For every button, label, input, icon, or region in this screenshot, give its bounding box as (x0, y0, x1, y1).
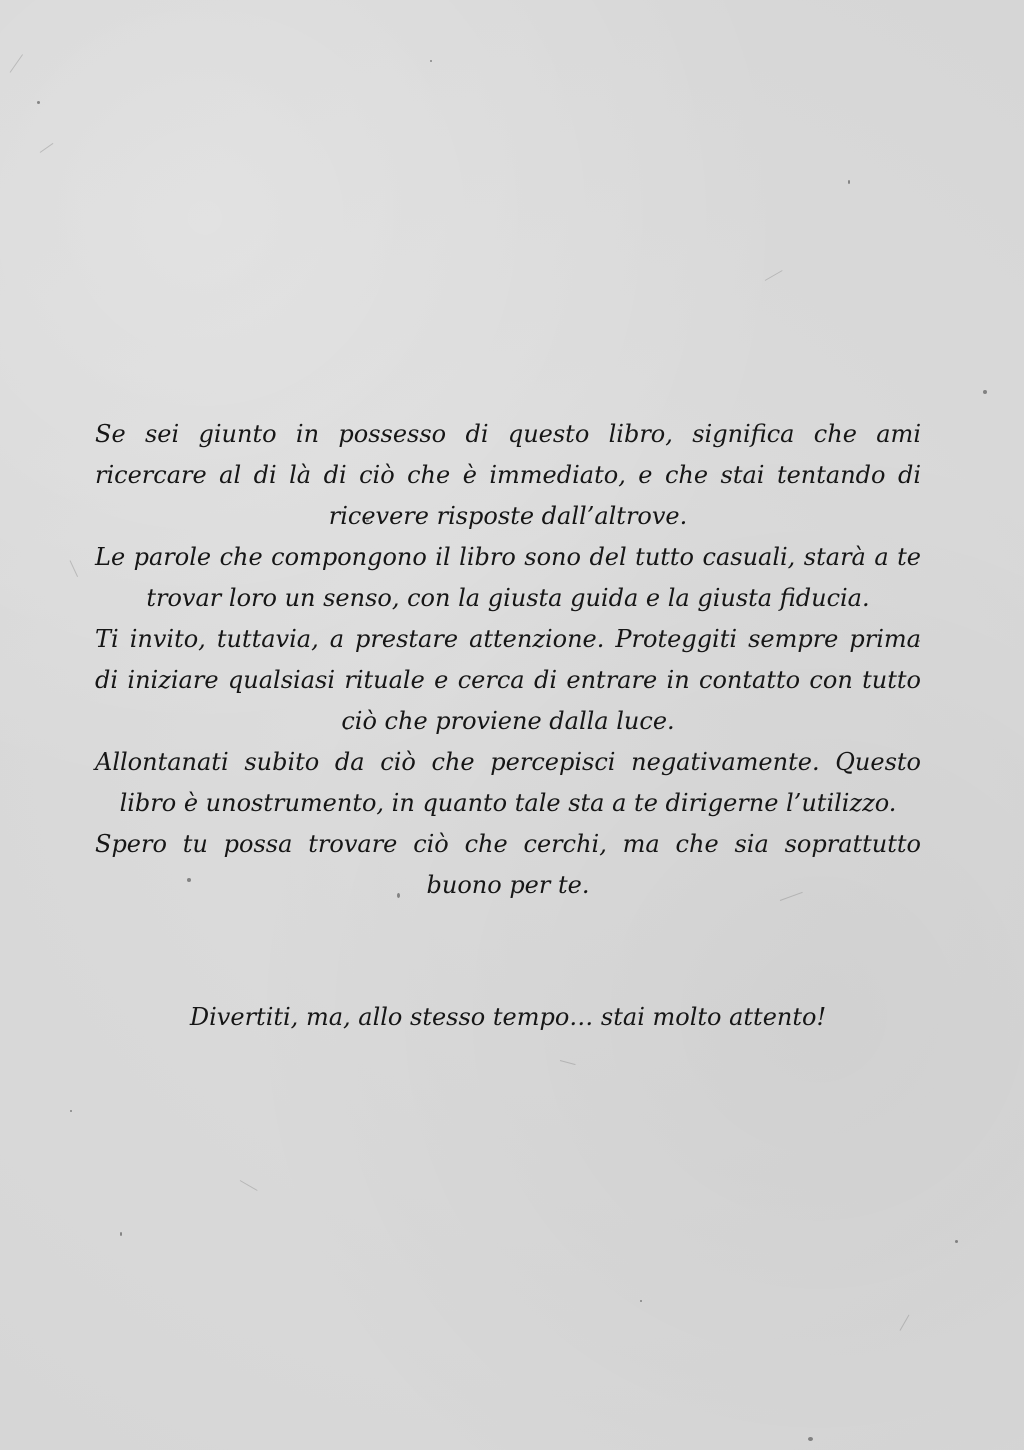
paragraph: Se sei giunto in possesso di questo libro, significa che ami ricercare al di là di ciò che è immediato, e che stai tentando di ricevere risposte dall’altrove. (95, 420, 921, 530)
paragraph: Ti invito, tuttavia, a prestare attenzione. Proteggiti sempre prima di iniziare qualsiasi rituale e cerca di entrare in contatto con tutto ciò che proviene dalla luce. (95, 625, 921, 735)
paragraph: Allontanati subito da ciò che percepisci negativamente. Questo libro è unostrumento, in quanto tale sta a te dirigerne l’utilizzo. (95, 748, 921, 817)
paper-speck (430, 60, 432, 62)
paper-speck (955, 1240, 958, 1243)
body-text (95, 414, 921, 906)
paper-speck (120, 1232, 122, 1236)
paragraph: Spero tu possa trovare ciò che cerchi, ma che sia soprattutto buono per te. (95, 830, 921, 899)
paper-speck (640, 1300, 642, 1302)
paper-fiber (40, 143, 54, 153)
paper-speck (983, 390, 987, 394)
paper-speck (808, 1437, 813, 1441)
paper-fiber (70, 560, 79, 577)
paper-speck (70, 1110, 72, 1112)
paper-speck (37, 101, 40, 104)
paper-fiber (10, 54, 23, 73)
paragraph: Le parole che compongono il libro sono del tutto casuali, starà a te trovar loro un senso, con la giusta guida e la giusta fiducia. (95, 543, 921, 612)
closing-line: Divertiti, ma, allo stesso tempo… stai molto attento! (189, 1003, 827, 1031)
paper-fiber (240, 1180, 258, 1191)
paper-fiber (900, 1315, 910, 1331)
paper-fiber (560, 1060, 576, 1065)
paper-fiber (765, 270, 783, 281)
paper-speck (848, 180, 850, 184)
